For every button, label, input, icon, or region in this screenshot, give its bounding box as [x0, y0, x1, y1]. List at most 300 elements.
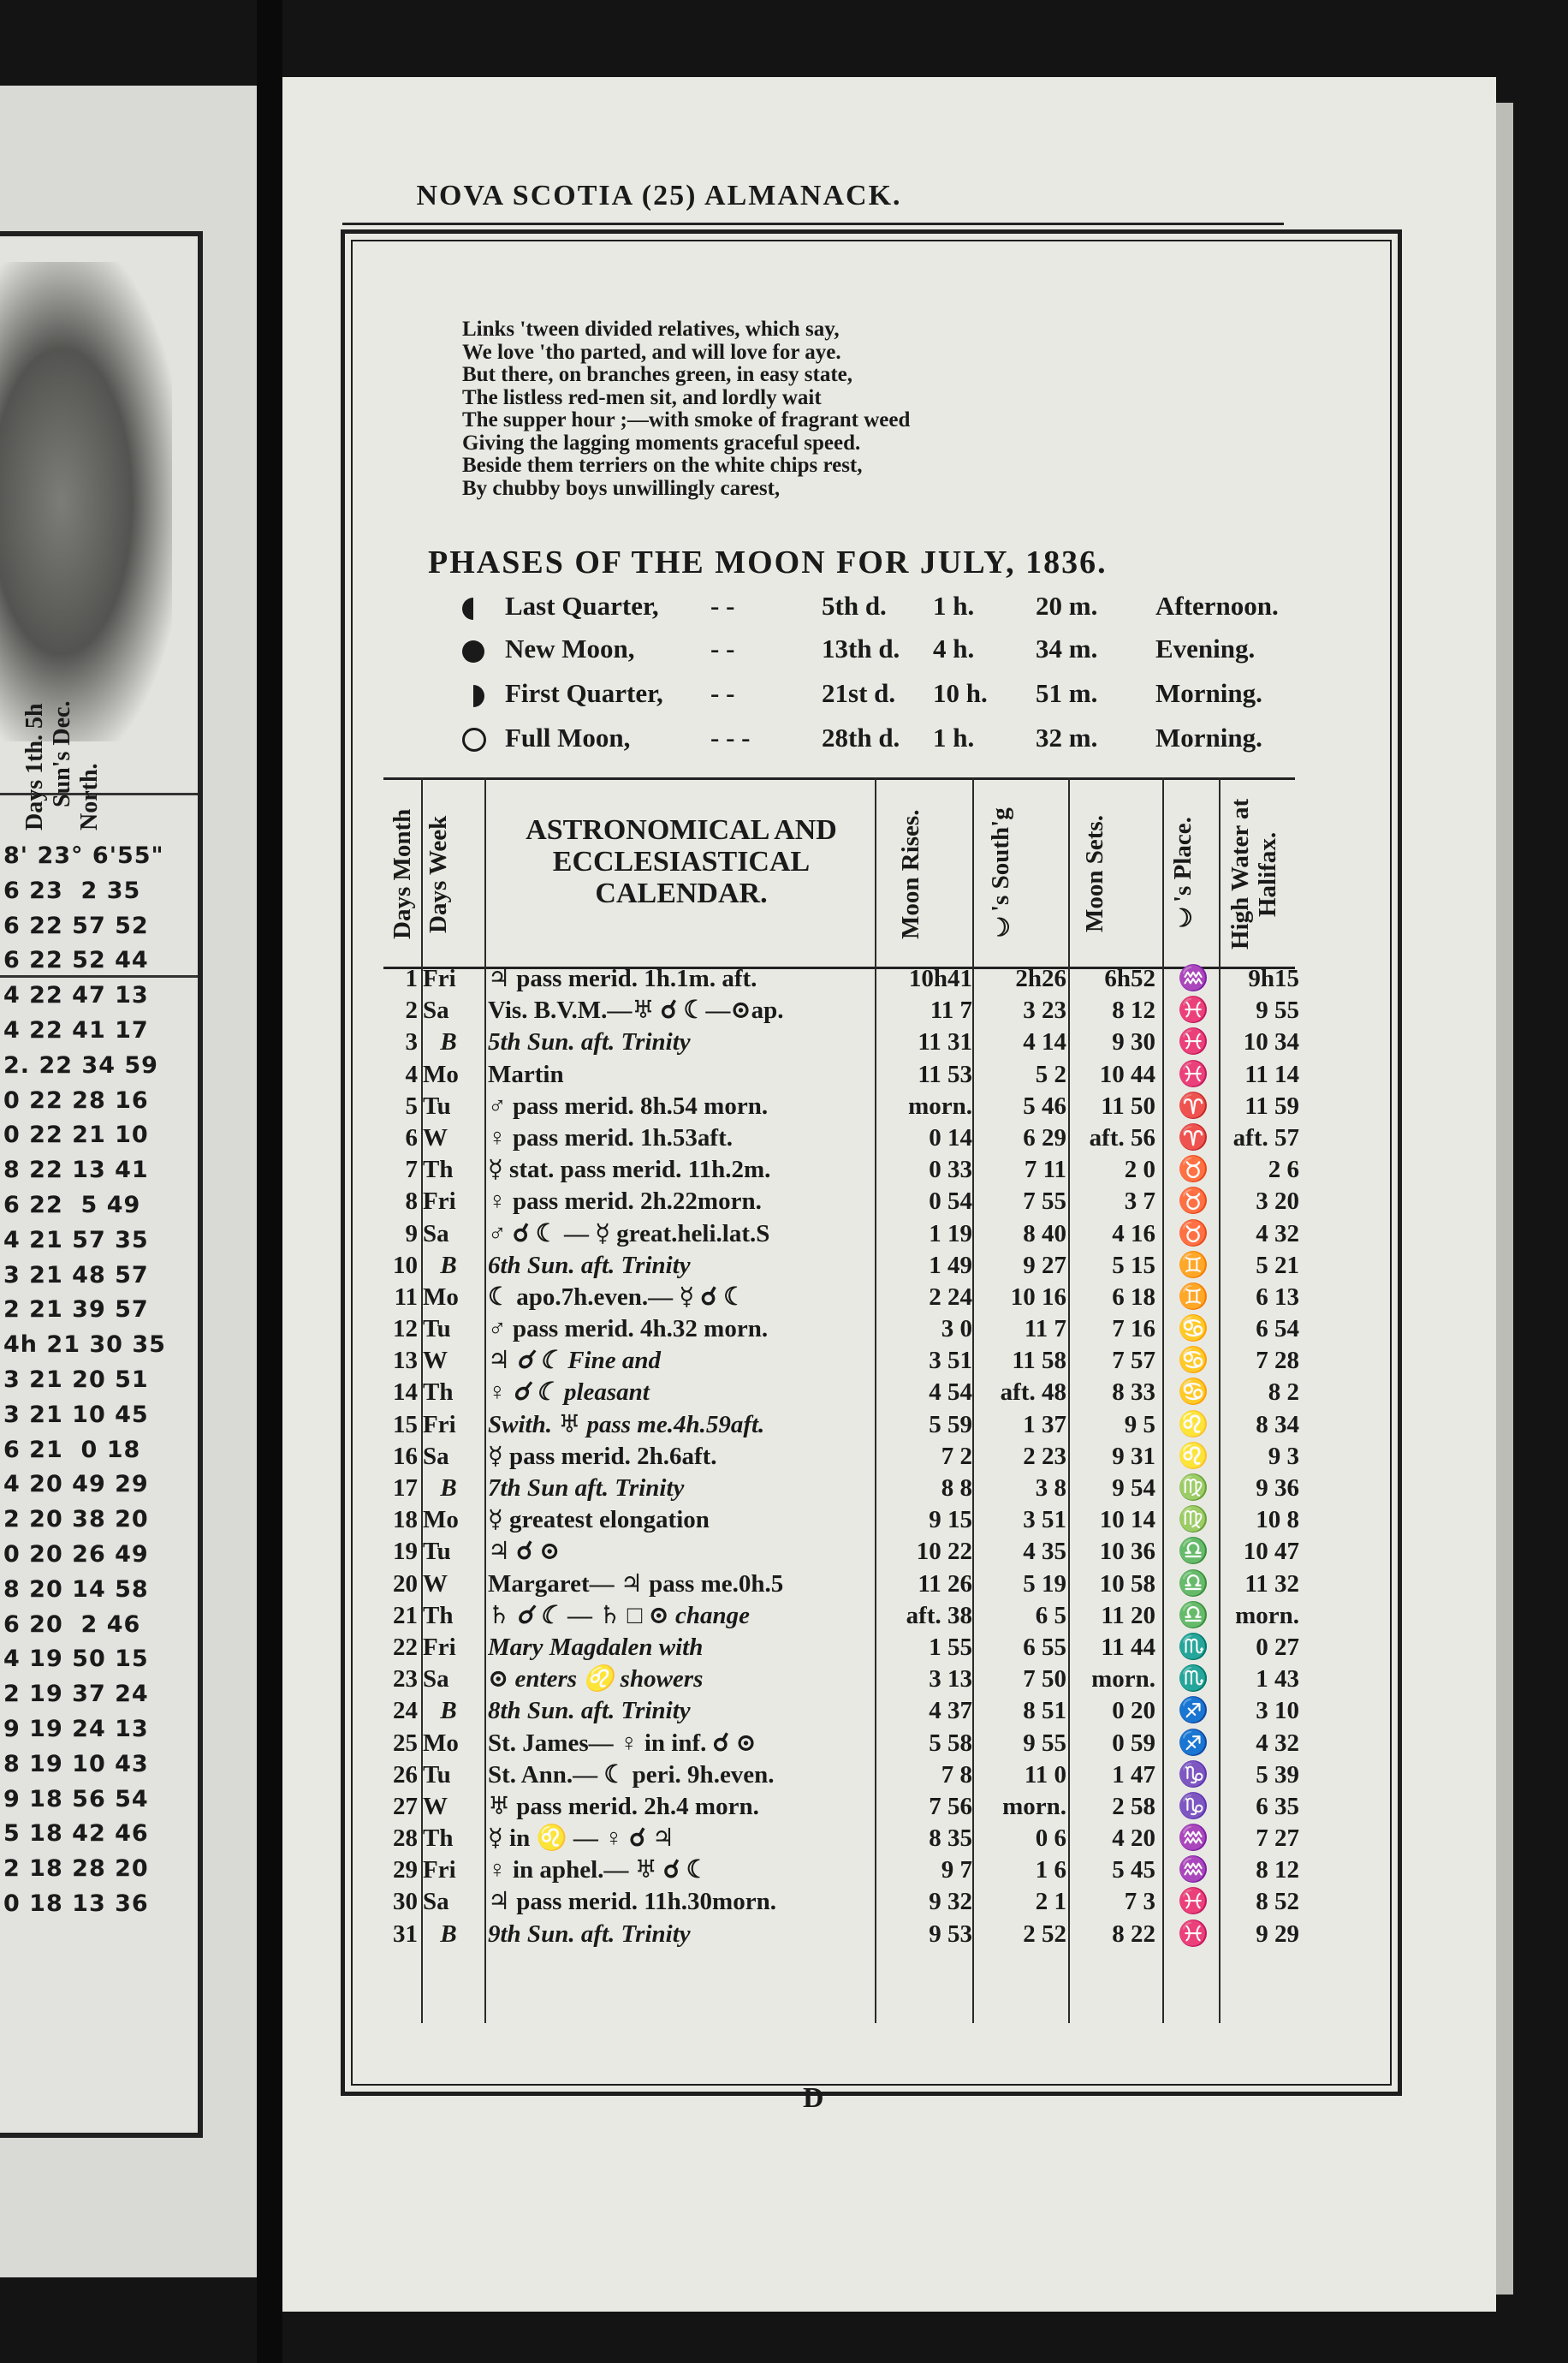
header-moon-place: ☾'s Place.: [1169, 817, 1197, 932]
moon-southing: 6 29: [1023, 1123, 1066, 1152]
moon-place: ♐: [1177, 1729, 1209, 1757]
calendar-entry: ♅ pass merid. 2h.4 morn.: [488, 1792, 759, 1820]
moon-place: ♋: [1177, 1378, 1209, 1407]
moon-rises: 11 26: [918, 1569, 972, 1598]
day-of-month: 20: [393, 1569, 418, 1598]
high-water: 11 59: [1244, 1092, 1299, 1120]
calendar-row: [383, 1122, 1299, 1154]
day-of-month: 17: [393, 1474, 418, 1502]
day-of-month: 11: [394, 1283, 418, 1311]
moon-sets: morn.: [1091, 1665, 1155, 1693]
moon-southing: 2h26: [1015, 965, 1066, 992]
calendar-entry: Margaret— ♃ pass me.0h.5: [488, 1569, 784, 1598]
left-table-row: 4 22 41 17: [3, 1016, 149, 1044]
new-moon-icon: [462, 639, 484, 670]
poem-line: We love 'tho parted, and will love for aye.: [462, 340, 841, 364]
high-water: 10 47: [1243, 1538, 1299, 1566]
phase-day: 21st d.: [822, 678, 896, 708]
calendar-row: [383, 1027, 1299, 1058]
moon-sets: 7 3: [1124, 1888, 1155, 1916]
poem-line: Giving the lagging moments graceful speed.: [462, 431, 861, 455]
left-header-days: Days 1th. 5h: [21, 703, 48, 830]
calendar-entry: ☿ pass merid. 2h.6aft.: [488, 1442, 717, 1470]
calendar-row: [383, 1536, 1299, 1568]
moon-sets: 10 14: [1099, 1506, 1155, 1534]
day-of-month: 9: [405, 1219, 418, 1247]
calendar-entry: 7th Sun aft. Trinity: [488, 1474, 685, 1502]
poem-line: Beside them terriers on the white chips rest,: [462, 454, 863, 477]
calendar-row: [383, 1218, 1299, 1250]
moon-sets: 6 18: [1112, 1283, 1155, 1311]
calendar-entry: 6th Sun. aft. Trinity: [488, 1251, 691, 1279]
moon-rises: 4 37: [929, 1697, 972, 1725]
moon-rises: 8 8: [941, 1474, 972, 1502]
high-water: 8 2: [1268, 1378, 1299, 1407]
phase-row: [454, 591, 1310, 630]
left-table-row: 6 20 2 46: [3, 1610, 141, 1638]
moon-place: ♎: [1177, 1538, 1209, 1566]
moon-rises: 7 56: [929, 1792, 972, 1820]
moon-sets: 10 44: [1099, 1060, 1155, 1088]
left-table-row: 3 21 10 45: [3, 1401, 149, 1428]
left-table-row: 2 18 28 20: [3, 1855, 149, 1883]
day-of-week: Th: [423, 1378, 454, 1407]
moon-rises: 7 8: [941, 1760, 972, 1789]
high-water: 6 13: [1256, 1283, 1299, 1311]
moon-southing: 7 11: [1024, 1156, 1066, 1184]
day-of-week: B: [440, 1920, 457, 1948]
high-water: 9 36: [1256, 1474, 1299, 1502]
calendar-row: [383, 1854, 1299, 1886]
moon-southing: 10 16: [1010, 1283, 1066, 1311]
moon-southing: 1 6: [1035, 1856, 1066, 1884]
moon-southing: 2 23: [1023, 1442, 1066, 1470]
moon-sets: 3 7: [1124, 1187, 1155, 1216]
left-table-row: 6 23 2 35: [3, 877, 141, 904]
moon-rises: aft. 38: [906, 1601, 972, 1629]
moon-rises: 0 14: [929, 1123, 972, 1152]
moon-rises: 9 15: [929, 1506, 972, 1534]
high-water: 9h15: [1248, 965, 1299, 992]
phase-hour: 4 h.: [933, 634, 975, 664]
moon-place: ♒: [1177, 965, 1209, 992]
day-of-week: Th: [423, 1824, 454, 1853]
calendar-header: [383, 777, 1295, 969]
calendar-entry: ☿ greatest elongation: [488, 1506, 710, 1534]
moon-sets: 11 44: [1101, 1633, 1155, 1661]
moon-rises: 3 0: [941, 1315, 972, 1343]
day-of-week: Sa: [423, 1442, 449, 1470]
left-table-row: 8 19 10 43: [3, 1750, 149, 1777]
moon-place: ♉: [1177, 1219, 1209, 1247]
moon-southing: 2 52: [1023, 1920, 1066, 1948]
left-table-row: 8 22 13 41: [3, 1157, 149, 1184]
moon-southing: 4 35: [1023, 1538, 1066, 1566]
moon-sets: 8 12: [1112, 997, 1155, 1025]
calendar-entry: Vis. B.V.M.—♅ ☌ ☾—⊙ap.: [488, 997, 784, 1025]
calendar-entry: Swith. ♅ pass me.4h.59aft.: [488, 1410, 765, 1438]
day-of-week: Sa: [423, 1665, 449, 1693]
left-table-row: 0 18 13 36: [3, 1890, 149, 1917]
calendar-row: [383, 1409, 1299, 1441]
high-water: 9 29: [1256, 1920, 1299, 1948]
left-table-row: 4 21 57 35: [3, 1226, 149, 1253]
moon-southing: 8 51: [1023, 1697, 1066, 1725]
high-water: 4 32: [1256, 1729, 1299, 1757]
signature-mark: D: [803, 2082, 824, 2114]
high-water: 8 52: [1256, 1888, 1299, 1916]
moon-sets: 2 0: [1124, 1156, 1155, 1184]
page-edge: [1496, 103, 1513, 2295]
phase-day: 5th d.: [822, 591, 887, 621]
phase-hour: 1 h.: [933, 591, 975, 621]
day-of-week: Tu: [423, 1760, 451, 1789]
day-of-week: Sa: [423, 1888, 449, 1916]
phase-dashes: - -: [710, 678, 735, 708]
moon-place: ♈: [1177, 1092, 1209, 1120]
calendar-entry: St. James— ♀ in inf. ☌ ⊙: [488, 1729, 757, 1757]
moon-sets: 1 47: [1112, 1760, 1155, 1789]
calendar-row: [383, 1091, 1299, 1122]
left-table-row: 4 20 49 29: [3, 1471, 149, 1498]
moon-rises: 11 31: [918, 1028, 972, 1057]
moon-place: ♊: [1177, 1251, 1209, 1279]
moon-sets: 10 58: [1099, 1569, 1155, 1598]
moon-southing: 3 51: [1023, 1506, 1066, 1534]
moon-rises: 9 53: [929, 1920, 972, 1948]
day-of-week: Fri: [423, 965, 456, 992]
moon-place: ♍: [1177, 1474, 1209, 1502]
day-of-month: 12: [393, 1315, 418, 1343]
calendar-entry: ♂ ☌ ☾ — ☿ great.heli.lat.S: [488, 1219, 770, 1247]
day-of-month: 28: [393, 1824, 418, 1853]
high-water: 9 55: [1256, 997, 1299, 1025]
calendar-row: [383, 1504, 1299, 1536]
moon-place: ♋: [1177, 1315, 1209, 1343]
left-table-row: 6 22 52 44: [3, 947, 149, 974]
moon-rises: 9 32: [929, 1888, 972, 1916]
moon-sets: 9 5: [1124, 1410, 1155, 1438]
moon-southing: 6 55: [1023, 1633, 1066, 1661]
high-water: 8 12: [1256, 1856, 1299, 1884]
calendar-entry: ⊙ enters ♌ showers: [488, 1665, 704, 1693]
left-table-row: 4 22 47 13: [3, 982, 149, 1009]
moon-sets: 10 36: [1099, 1538, 1155, 1566]
moon-southing: 11 58: [1012, 1347, 1066, 1375]
moon-sets: 7 16: [1112, 1315, 1155, 1343]
phase-minutes: 20 m.: [1036, 591, 1098, 621]
left-table-row: 6 21 0 18: [3, 1436, 141, 1463]
day-of-month: 27: [393, 1792, 418, 1820]
calendar-row: [383, 1919, 1299, 1950]
moon-place: ♓: [1177, 1920, 1209, 1948]
moon-southing: aft. 48: [1000, 1378, 1066, 1407]
calendar-row: [383, 1345, 1299, 1377]
phase-row: [454, 634, 1310, 673]
calendar-row: [383, 1568, 1299, 1600]
calendar-row: [383, 1728, 1299, 1759]
moon-southing: 8 40: [1023, 1219, 1066, 1247]
woodcut-illustration: [0, 262, 172, 741]
moon-place: ♓: [1177, 1060, 1209, 1088]
day-of-week: Th: [423, 1601, 454, 1629]
poem-line: By chubby boys unwillingly carest,: [462, 476, 781, 500]
left-header-sun-dec: Sun's Dec. North.: [49, 700, 103, 830]
day-of-week: Fri: [423, 1187, 456, 1216]
last-quarter-icon: [462, 596, 484, 627]
moon-rises: 1 19: [929, 1219, 972, 1247]
day-of-month: 1: [405, 965, 418, 992]
day-of-week: B: [440, 1028, 457, 1057]
high-water: 9 3: [1268, 1442, 1299, 1470]
moon-place: ♉: [1177, 1187, 1209, 1216]
moon-rises: 2 24: [929, 1283, 972, 1311]
calendar-entry: St. Ann.— ☾ peri. 9h.even.: [488, 1760, 775, 1789]
moon-southing: 9 27: [1023, 1251, 1066, 1279]
calendar-entry: ♀ in aphel.— ♅ ☌ ☾: [488, 1856, 709, 1884]
header-days-week: Days Week: [425, 815, 452, 933]
moon-southing: 0 6: [1035, 1824, 1066, 1853]
day-of-week: Mo: [423, 1729, 459, 1757]
day-of-month: 6: [405, 1123, 418, 1152]
moon-rises: 7 2: [941, 1442, 972, 1470]
phases-title: PHASES OF THE MOON FOR JULY, 1836.: [428, 545, 1108, 580]
moon-southing: 1 37: [1023, 1410, 1066, 1438]
calendar-row: [383, 1600, 1299, 1632]
phase-period: Morning.: [1155, 723, 1262, 753]
high-water: 4 32: [1256, 1219, 1299, 1247]
day-of-week: Mo: [423, 1283, 459, 1311]
phase-minutes: 34 m.: [1036, 634, 1098, 664]
day-of-month: 25: [393, 1729, 418, 1757]
calendar-entry: ☾ apo.7h.even.— ☿ ☌ ☾: [488, 1283, 746, 1311]
calendar-row: [383, 963, 1299, 995]
moon-southing: 11 7: [1024, 1315, 1066, 1343]
left-table-row: 2 20 38 20: [3, 1506, 149, 1533]
moon-place: ♒: [1177, 1824, 1209, 1853]
moon-place: ♌: [1177, 1410, 1209, 1438]
high-water: 7 27: [1256, 1824, 1299, 1853]
moon-southing: 3 8: [1035, 1474, 1066, 1502]
high-water: aft. 57: [1232, 1123, 1299, 1152]
day-of-week: B: [440, 1697, 457, 1725]
header-days-month: Days Month: [389, 808, 416, 940]
moon-sets: 0 59: [1112, 1729, 1155, 1757]
moon-southing: 7 55: [1023, 1187, 1066, 1216]
day-of-week: W: [423, 1123, 448, 1152]
moon-place: ♏: [1177, 1665, 1209, 1693]
calendar-entry: ♀ pass merid. 1h.53aft.: [488, 1123, 733, 1152]
moon-rises: 8 35: [929, 1824, 972, 1853]
moon-sets: 11 50: [1101, 1092, 1155, 1120]
left-table-row: 6 22 57 52: [3, 912, 149, 939]
calendar-entry: ♀ ☌ ☾ pleasant: [488, 1378, 650, 1407]
moon-sets: 7 57: [1112, 1347, 1155, 1375]
moon-sets: 6h52: [1104, 965, 1155, 992]
day-of-week: Fri: [423, 1633, 456, 1661]
phase-name: Last Quarter,: [505, 591, 659, 621]
left-table-row: 8' 23° 6'55": [3, 842, 164, 869]
calendar-row: [383, 1441, 1299, 1473]
moon-place: ♐: [1177, 1697, 1209, 1725]
header-calendar-title: ASTRONOMICAL AND ECCLESIASTICAL CALENDAR.: [526, 814, 837, 909]
calendar-entry: ♃ pass merid. 11h.30morn.: [488, 1888, 776, 1916]
moon-sets: 0 20: [1112, 1697, 1155, 1725]
poem-line: But there, on branches green, in easy state,: [462, 363, 852, 386]
calendar-row: [383, 1473, 1299, 1504]
moon-place: ♑: [1177, 1760, 1209, 1789]
day-of-week: Tu: [423, 1315, 451, 1343]
left-table-row: 6 22 5 49: [3, 1191, 141, 1218]
day-of-week: Fri: [423, 1410, 456, 1438]
calendar-row: [383, 1695, 1299, 1727]
left-table-row: 2. 22 34 59: [3, 1051, 158, 1079]
day-of-week: W: [423, 1569, 448, 1598]
moon-rises: morn.: [908, 1092, 972, 1120]
calendar-row: [383, 1664, 1299, 1695]
high-water: 2 6: [1268, 1156, 1299, 1184]
day-of-week: B: [440, 1251, 457, 1279]
day-of-month: 31: [393, 1920, 418, 1948]
day-of-week: B: [440, 1474, 457, 1502]
moon-sets: 8 33: [1112, 1378, 1155, 1407]
moon-place: ♓: [1177, 1028, 1209, 1057]
moon-southing: 11 0: [1024, 1760, 1066, 1789]
day-of-week: Mo: [423, 1060, 459, 1088]
moon-rises: 3 13: [929, 1665, 972, 1693]
high-water: 3 10: [1256, 1697, 1299, 1725]
moon-sets: 11 20: [1101, 1601, 1155, 1629]
moon-sets: 2 58: [1112, 1792, 1155, 1820]
day-of-week: Th: [423, 1156, 454, 1184]
phase-dashes: - - -: [710, 723, 751, 753]
poem-line: The supper hour ;—with smoke of fragrant weed: [462, 408, 911, 432]
phase-minutes: 51 m.: [1036, 678, 1098, 708]
high-water: 11 32: [1244, 1569, 1299, 1598]
moon-place: ♈: [1177, 1123, 1209, 1152]
moon-southing: 5 46: [1023, 1092, 1066, 1120]
moon-southing: 4 14: [1023, 1028, 1066, 1057]
calendar-entry: ♃ ☌ ⊙: [488, 1538, 561, 1566]
calendar-entry: ♃ ☌ ☾ Fine and: [488, 1347, 661, 1375]
left-table-row: 0 20 26 49: [3, 1540, 149, 1568]
high-water: 5 39: [1256, 1760, 1299, 1789]
calendar-row: [383, 1823, 1299, 1854]
moon-place: ♓: [1177, 1888, 1209, 1916]
moon-place: ♎: [1177, 1569, 1209, 1598]
phase-dashes: - -: [710, 591, 735, 621]
moon-southing: 2 1: [1035, 1888, 1066, 1916]
day-of-week: Fri: [423, 1856, 456, 1884]
day-of-month: 18: [393, 1506, 418, 1534]
moon-sets: 9 31: [1112, 1442, 1155, 1470]
calendar-entry: 8th Sun. aft. Trinity: [488, 1697, 691, 1725]
day-of-week: Sa: [423, 1219, 449, 1247]
day-of-month: 14: [393, 1378, 418, 1407]
phase-minutes: 32 m.: [1036, 723, 1098, 753]
high-water: 5 21: [1256, 1251, 1299, 1279]
moon-place: ♒: [1177, 1856, 1209, 1884]
moon-rises: 0 54: [929, 1187, 972, 1216]
header-moon-rises: Moon Rises.: [897, 809, 924, 939]
phase-hour: 10 h.: [933, 678, 988, 708]
calendar-entry: Martin: [488, 1060, 564, 1088]
moon-sets: 8 22: [1112, 1920, 1155, 1948]
moon-rises: 4 54: [929, 1378, 972, 1407]
phase-name: First Quarter,: [505, 678, 663, 708]
high-water: morn.: [1235, 1601, 1299, 1629]
moon-southing: 7 50: [1023, 1665, 1066, 1693]
high-water: 3 20: [1256, 1187, 1299, 1216]
poem: [462, 318, 1232, 500]
high-water: 10 8: [1256, 1506, 1299, 1534]
left-page-table: [3, 839, 192, 1922]
left-table-row: 4 19 50 15: [3, 1646, 149, 1673]
day-of-week: W: [423, 1347, 448, 1375]
calendar-row: [383, 1791, 1299, 1823]
calendar-entry: ♂ pass merid. 4h.32 morn.: [488, 1315, 769, 1343]
page-title: NOVA SCOTIA (25) ALMANACK.: [416, 180, 902, 211]
moon-rises: 0 33: [929, 1156, 972, 1184]
phase-hour: 1 h.: [933, 723, 975, 753]
moon-place: ♊: [1177, 1283, 1209, 1311]
moon-southing: 5 19: [1023, 1569, 1066, 1598]
phase-period: Evening.: [1155, 634, 1256, 664]
moon-place: ♎: [1177, 1601, 1209, 1629]
moon-southing: 5 2: [1035, 1060, 1066, 1088]
first-quarter-icon: [462, 683, 484, 714]
day-of-week: Tu: [423, 1092, 451, 1120]
calendar-table: [383, 963, 1299, 1950]
day-of-month: 4: [405, 1060, 418, 1088]
phase-day: 13th d.: [822, 634, 900, 664]
high-water: 10 34: [1243, 1028, 1299, 1057]
moon-rises: 3 51: [929, 1347, 972, 1375]
calendar-row: [383, 1186, 1299, 1217]
moon-sets: aft. 56: [1089, 1123, 1155, 1152]
moon-place: ♑: [1177, 1792, 1209, 1820]
moon-sets: 5 45: [1112, 1856, 1155, 1884]
moon-rises: 1 55: [929, 1633, 972, 1661]
day-of-month: 13: [393, 1347, 418, 1375]
day-of-month: 3: [405, 1028, 418, 1057]
moon-place: ♍: [1177, 1506, 1209, 1534]
day-of-month: 2: [405, 997, 418, 1025]
moon-place: ♉: [1177, 1156, 1209, 1184]
left-table-row: 2 21 39 57: [3, 1296, 149, 1324]
moon-sets: 9 30: [1112, 1028, 1155, 1057]
moon-southing: 6 5: [1035, 1601, 1066, 1629]
left-table-row: 3 21 48 57: [3, 1261, 149, 1289]
high-water: 8 34: [1256, 1410, 1299, 1438]
day-of-month: 7: [405, 1156, 418, 1184]
day-of-month: 29: [393, 1856, 418, 1884]
moon-rises: 5 58: [929, 1729, 972, 1757]
high-water: 7 28: [1256, 1347, 1299, 1375]
calendar-row: [383, 1282, 1299, 1313]
moon-rises: 10 22: [916, 1538, 972, 1566]
day-of-month: 26: [393, 1760, 418, 1789]
day-of-month: 15: [393, 1410, 418, 1438]
left-table-row: 8 20 14 58: [3, 1575, 149, 1603]
phase-row: [454, 723, 1310, 762]
moon-southing: 3 23: [1023, 997, 1066, 1025]
moon-rises: 11 53: [918, 1060, 972, 1088]
left-table-row: 2 19 37 24: [3, 1681, 149, 1708]
calendar-entry: ☿ in ♌ — ♀ ☌ ♃: [488, 1824, 674, 1853]
calendar-row: [383, 1154, 1299, 1186]
day-of-month: 21: [393, 1601, 418, 1629]
